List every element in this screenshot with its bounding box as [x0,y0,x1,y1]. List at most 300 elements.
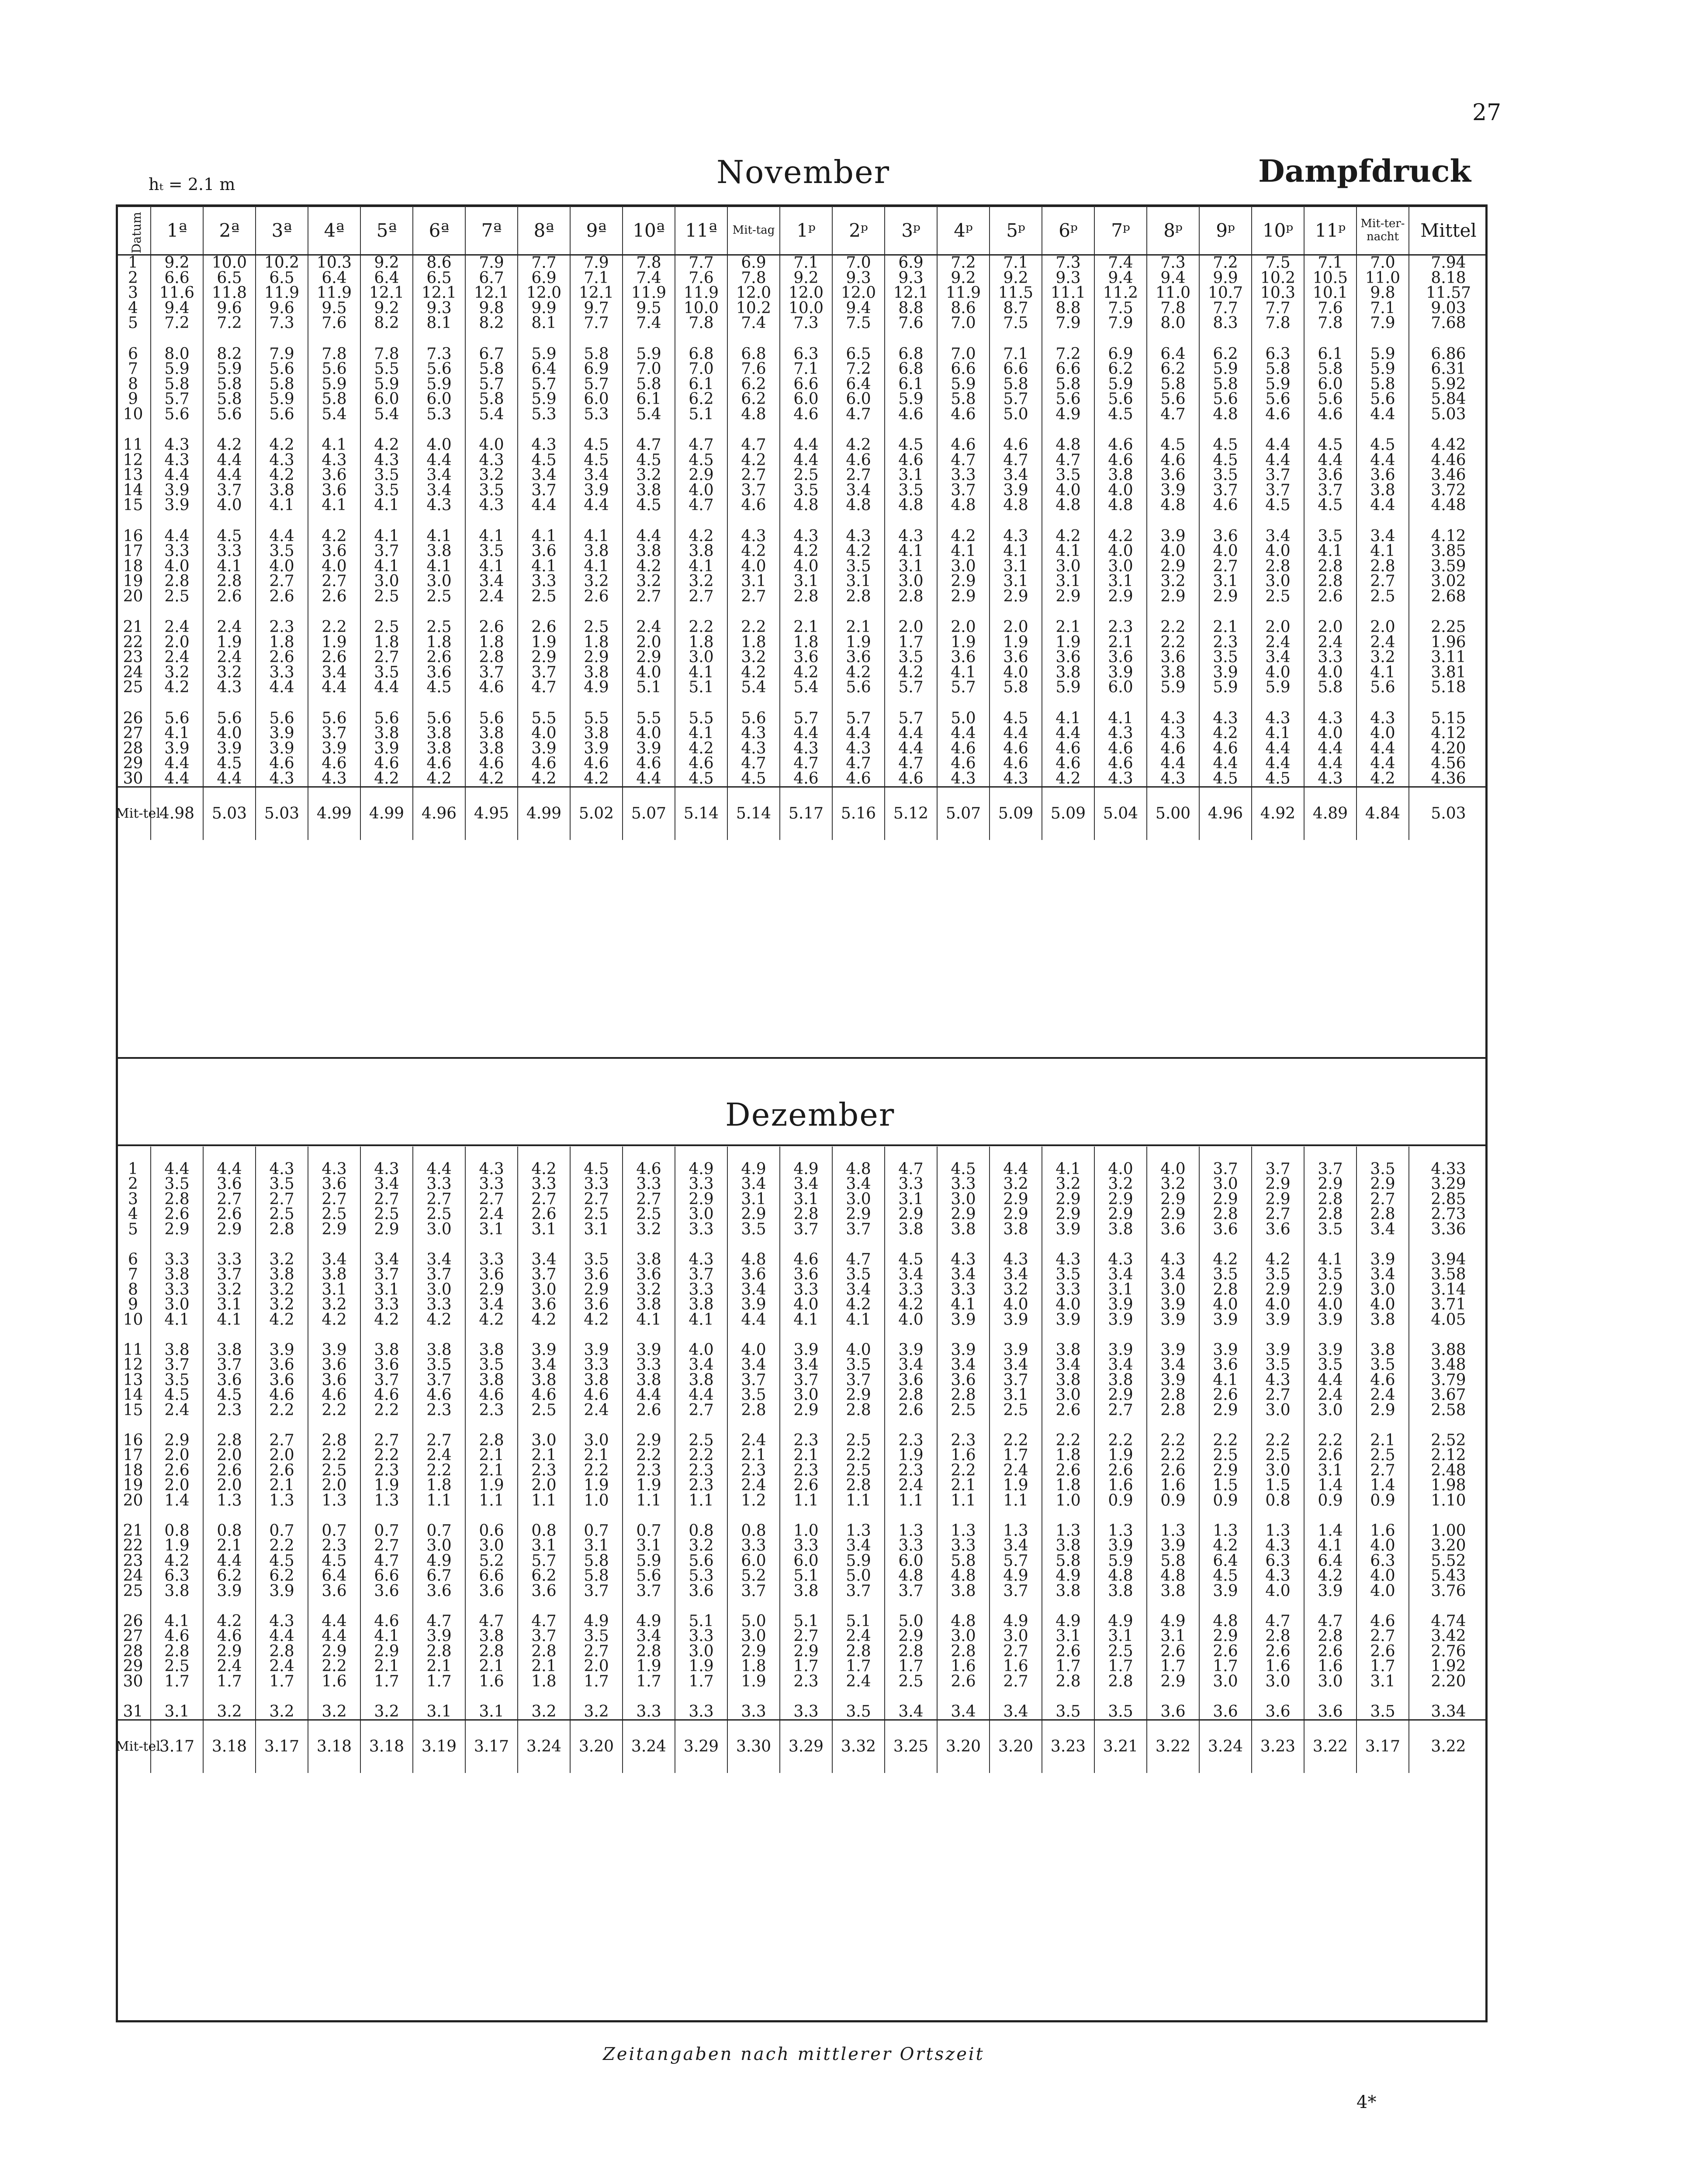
value-cell: 3.5 [1199,650,1252,665]
value-cell: 2.9 [832,1207,885,1222]
value-cell: 2.1 [727,1448,780,1463]
day-cell: 4 [128,1205,138,1223]
value-cell: 7.5 [832,316,885,331]
value-cell: 3.0 [570,1433,623,1448]
value-cell: 4.5 [1304,498,1356,513]
value-cell: 2.7 [570,1644,623,1659]
day-cell: 9 [128,390,138,408]
value-cell: 2.7 [623,1192,675,1207]
value-cell: 2.5 [937,1403,990,1418]
value-cell: 3.5 [151,1177,203,1192]
table-row [116,392,1488,407]
value-cell: 2.6 [518,1207,570,1222]
value-cell: 4.1 [675,1313,727,1328]
value-cell: 9.6 [256,301,308,316]
value-cell: 3.6 [308,1177,360,1192]
value-cell: 2.9 [1252,1282,1304,1298]
value-cell: 2.1 [518,1659,570,1674]
value-cell: 3.2 [570,574,623,589]
daily-mean-cell: 4.12 [1409,529,1488,544]
value-cell: 4.3 [990,1252,1042,1268]
value-cell: 4.0 [1094,483,1147,498]
value-cell: 2.0 [1356,620,1409,635]
value-cell: 1.0 [780,1524,832,1539]
mittel-cell: 4.89 [1304,787,1356,840]
table-row [116,1313,1488,1328]
day-cell: 5 [128,314,138,332]
value-cell: 4.1 [1042,1162,1094,1177]
value-cell: 6.0 [780,392,832,407]
value-cell: 3.1 [465,1704,518,1720]
value-cell: 3.4 [937,1267,990,1282]
value-cell: 2.9 [1199,1463,1252,1479]
value-cell: 4.4 [518,498,570,513]
value-cell: 5.8 [570,347,623,362]
value-cell: 4.9 [1147,1614,1199,1629]
daily-mean-cell: 6.31 [1409,362,1488,377]
value-cell: 4.0 [1252,1297,1304,1313]
value-cell: 2.9 [675,468,727,483]
value-cell: 2.9 [1147,1207,1199,1222]
value-cell: 0.8 [151,1524,203,1539]
value-cell: 1.7 [832,1659,885,1674]
value-cell: 2.9 [360,1644,413,1659]
value-cell: 1.7 [1199,1659,1252,1674]
value-cell: 3.8 [990,1222,1042,1237]
value-cell: 3.7 [780,1222,832,1237]
value-cell: 2.1 [465,1463,518,1479]
value-cell: 3.2 [203,1704,256,1720]
value-cell: 7.9 [1094,316,1147,331]
value-cell: 3.1 [780,1192,832,1207]
value-cell: 1.6 [465,1674,518,1690]
value-cell: 3.5 [360,665,413,681]
value-cell: 3.9 [1199,665,1252,681]
value-cell: 3.9 [1252,1343,1304,1358]
daily-mean-cell: 1.96 [1409,635,1488,650]
value-cell: 2.6 [151,1463,203,1479]
value-cell: 7.1 [1356,301,1409,316]
value-cell: 4.3 [1042,1252,1094,1268]
value-cell: 3.5 [1042,468,1094,483]
value-cell: 4.1 [675,665,727,681]
value-cell: 4.0 [1199,544,1252,559]
value-cell: 4.3 [518,438,570,453]
value-cell: 1.7 [413,1674,465,1690]
value-cell: 3.9 [1042,1222,1094,1237]
mittel-cell: 5.02 [570,787,623,840]
value-cell: 4.4 [1304,756,1356,771]
value-cell: 4.1 [360,559,413,574]
mittel-cell: 3.24 [518,1720,570,1773]
value-cell: 3.2 [727,650,780,665]
value-cell: 2.8 [937,1644,990,1659]
value-cell: 1.7 [360,1674,413,1690]
value-cell: 3.4 [413,483,465,498]
value-cell: 3.1 [1042,1629,1094,1644]
value-cell: 2.7 [413,1433,465,1448]
value-cell: 4.0 [1356,1297,1409,1313]
value-cell: 10.0 [780,301,832,316]
value-cell: 3.6 [780,1267,832,1282]
value-cell: 3.0 [413,574,465,589]
value-cell: 5.6 [308,362,360,377]
value-cell: 3.0 [1042,559,1094,574]
value-cell: 6.8 [675,347,727,362]
value-cell: 1.7 [1147,1659,1199,1674]
value-cell: 3.9 [1304,1313,1356,1328]
value-cell: 3.5 [360,483,413,498]
value-cell: 2.0 [937,620,990,635]
value-cell: 5.9 [1356,347,1409,362]
value-cell: 3.0 [1252,1674,1304,1690]
value-cell: 3.6 [308,1358,360,1373]
value-cell: 3.3 [885,1282,937,1298]
day-cell: 25 [123,678,143,696]
value-cell: 2.9 [727,1644,780,1659]
value-cell: 4.1 [937,1297,990,1313]
value-cell: 4.1 [675,726,727,741]
value-cell: 3.8 [1042,1343,1094,1358]
value-cell: 5.4 [360,407,413,422]
value-cell: 5.3 [413,407,465,422]
value-cell: 2.3 [360,1463,413,1479]
value-cell: 12.1 [360,286,413,301]
day-cell: 29 [123,754,143,772]
value-cell: 6.7 [465,271,518,286]
value-cell: 3.0 [465,1538,518,1554]
value-cell: 4.4 [780,453,832,468]
value-cell: 1.1 [990,1493,1042,1509]
value-cell: 1.7 [570,1674,623,1690]
value-cell: 5.6 [360,711,413,726]
value-cell: 3.1 [413,1704,465,1720]
sheet-mark: 4* [1356,2092,1377,2112]
value-cell: 0.8 [727,1524,780,1539]
value-cell: 1.6 [990,1659,1042,1674]
value-cell: 7.6 [727,362,780,377]
value-cell: 5.8 [623,377,675,392]
value-cell: 2.3 [203,1403,256,1418]
value-cell: 6.1 [623,392,675,407]
value-cell: 1.7 [151,1674,203,1690]
value-cell: 2.6 [203,1207,256,1222]
value-cell: 3.4 [990,1267,1042,1282]
value-cell: 4.2 [1356,771,1409,787]
value-cell: 4.5 [885,438,937,453]
group-gap [116,1599,1488,1614]
daily-mean-cell: 2.20 [1409,1674,1488,1690]
value-cell: 4.3 [256,1614,308,1629]
table-row [116,1569,1488,1584]
value-cell: 4.6 [937,756,990,771]
value-cell: 6.2 [203,1569,256,1584]
value-cell: 5.9 [937,377,990,392]
daily-mean-cell: 3.11 [1409,650,1488,665]
value-cell: 2.6 [1199,1388,1252,1403]
value-cell: 3.7 [675,1267,727,1282]
value-cell: 2.5 [1252,589,1304,605]
value-cell: 1.8 [570,635,623,650]
value-cell: 4.5 [727,771,780,787]
value-cell: 7.3 [780,316,832,331]
value-cell: 4.6 [1094,453,1147,468]
value-cell: 3.5 [1199,468,1252,483]
value-cell: 3.6 [308,468,360,483]
value-cell: 3.7 [727,1373,780,1388]
value-cell: 6.1 [1304,347,1356,362]
value-cell: 4.7 [727,438,780,453]
value-cell: 4.2 [256,1313,308,1328]
value-cell: 0.7 [623,1524,675,1539]
value-cell: 3.0 [1356,1282,1409,1298]
value-cell: 3.4 [518,468,570,483]
value-cell: 2.8 [780,589,832,605]
value-cell: 4.6 [203,1629,256,1644]
day-cell: 23 [123,648,143,666]
value-cell: 7.5 [1252,255,1304,271]
daily-mean-cell: 5.15 [1409,711,1488,726]
value-cell: 4.6 [151,1629,203,1644]
value-cell: 2.6 [570,589,623,605]
value-cell: 4.7 [832,407,885,422]
value-cell: 3.7 [360,1373,413,1388]
value-cell: 5.8 [151,377,203,392]
value-cell: 3.8 [151,1267,203,1282]
november-table [116,206,1488,840]
value-cell: 3.8 [1094,1373,1147,1388]
value-cell: 4.8 [1042,498,1094,513]
value-cell: 1.9 [623,1659,675,1674]
value-cell: 2.9 [1094,1388,1147,1403]
value-cell: 4.4 [990,1162,1042,1177]
table-row [116,1207,1488,1222]
value-cell: 2.9 [1304,1177,1356,1192]
value-cell: 2.2 [360,1403,413,1418]
value-cell: 4.2 [570,771,623,787]
value-cell: 3.3 [413,1177,465,1192]
value-cell: 2.0 [203,1478,256,1493]
table-row [116,620,1488,635]
value-cell: 4.4 [675,1388,727,1403]
value-cell: 1.8 [413,1478,465,1493]
value-cell: 4.0 [990,1297,1042,1313]
value-cell: 1.1 [832,1493,885,1509]
value-cell: 7.6 [885,316,937,331]
value-cell: 2.9 [1304,1282,1356,1298]
value-cell: 3.1 [308,1282,360,1298]
table-row [116,756,1488,771]
value-cell: 3.2 [1356,650,1409,665]
day-cell: 19 [123,1476,143,1494]
value-cell: 10.0 [203,255,256,271]
value-cell: 10.7 [1199,286,1252,301]
value-cell: 3.2 [308,1297,360,1313]
value-cell: 5.5 [675,711,727,726]
day-cell: 2 [128,1175,138,1193]
value-cell: 6.0 [885,1554,937,1569]
value-cell: 5.9 [1252,377,1304,392]
value-cell: 2.5 [570,1207,623,1222]
value-cell: 3.0 [675,1644,727,1659]
value-cell: 4.2 [151,1554,203,1569]
day-cell: 16 [123,1431,143,1449]
value-cell: 4.3 [1252,1373,1304,1388]
value-cell: 11.6 [151,286,203,301]
value-cell: 3.4 [1356,529,1409,544]
value-cell: 4.6 [570,1388,623,1403]
mittel-cell: 3.17 [465,1720,518,1773]
value-cell: 4.6 [832,771,885,787]
value-cell: 2.0 [990,620,1042,635]
table-row [116,1373,1488,1388]
value-cell: 4.8 [1147,498,1199,513]
value-cell: 2.9 [1094,1192,1147,1207]
group-gap [116,1418,1488,1433]
day-cell: 8 [128,1280,138,1299]
value-cell: 3.7 [360,1267,413,1282]
value-cell: 3.9 [1147,1538,1199,1554]
value-cell: 4.4 [203,468,256,483]
value-cell: 3.4 [308,1252,360,1268]
value-cell: 2.9 [780,1644,832,1659]
value-cell: 5.8 [570,1554,623,1569]
value-cell: 2.7 [623,589,675,605]
value-cell: 4.1 [465,529,518,544]
value-cell: 4.5 [623,498,675,513]
table-row [116,1358,1488,1373]
daily-mean-cell: 9.03 [1409,301,1488,316]
value-cell: 3.7 [623,1584,675,1599]
value-cell: 3.6 [308,483,360,498]
value-cell: 4.8 [1199,1614,1252,1629]
value-cell: 2.3 [937,1433,990,1448]
value-cell: 5.1 [832,1614,885,1629]
value-cell: 4.6 [518,1388,570,1403]
value-cell: 5.9 [1199,362,1252,377]
value-cell: 5.4 [727,680,780,695]
value-cell: 2.3 [675,1478,727,1493]
column-header: 8ª [518,206,570,255]
value-cell: 4.4 [151,771,203,787]
value-cell: 3.6 [518,544,570,559]
value-cell: 3.4 [1094,1267,1147,1282]
value-cell: 4.0 [1356,726,1409,741]
value-cell: 9.2 [360,255,413,271]
value-cell: 3.7 [1252,1162,1304,1177]
value-cell: 4.0 [1042,1297,1094,1313]
value-cell: 4.2 [1094,529,1147,544]
value-cell: 3.9 [937,1313,990,1328]
value-cell: 4.4 [885,726,937,741]
mittel-label: Mit-tel [116,1720,151,1773]
column-header: 1ª [151,206,203,255]
value-cell: 1.6 [1356,1524,1409,1539]
value-cell: 4.3 [1094,1252,1147,1268]
value-cell: 6.4 [1304,1554,1356,1569]
value-cell: 3.7 [1252,483,1304,498]
value-cell: 4.0 [1147,544,1199,559]
value-cell: 4.5 [885,1252,937,1268]
value-cell: 4.6 [1199,498,1252,513]
value-cell: 5.8 [203,392,256,407]
day-cell: 14 [123,481,143,499]
value-cell: 3.8 [1356,1313,1409,1328]
value-cell: 4.4 [151,468,203,483]
value-cell: 4.1 [360,498,413,513]
value-cell: 3.9 [203,1584,256,1599]
value-cell: 2.2 [360,1448,413,1463]
value-cell: 4.9 [570,680,623,695]
value-cell: 4.7 [1252,1614,1304,1629]
value-cell: 3.1 [780,574,832,589]
table-row [116,316,1488,331]
value-cell: 2.9 [1199,589,1252,605]
table-row [116,347,1488,362]
value-cell: 3.1 [727,1192,780,1207]
value-cell: 2.7 [675,1403,727,1418]
value-cell: 3.2 [570,1704,623,1720]
daily-mean-cell: 3.34 [1409,1704,1488,1720]
day-cell: 26 [123,709,143,727]
value-cell: 6.6 [780,377,832,392]
value-cell: 3.0 [1304,1403,1356,1418]
column-header [116,206,151,255]
value-cell: 3.6 [1147,468,1199,483]
value-cell: 2.7 [203,1192,256,1207]
daily-mean-cell: 4.74 [1409,1614,1488,1629]
value-cell: 5.6 [256,362,308,377]
value-cell: 4.4 [1252,756,1304,771]
value-cell: 2.9 [570,1282,623,1298]
day-cell: 28 [123,1642,143,1660]
value-cell: 6.1 [885,377,937,392]
daily-mean-cell: 2.68 [1409,589,1488,605]
table-row [116,1403,1488,1418]
value-cell: 3.9 [308,1343,360,1358]
value-cell: 5.2 [465,1554,518,1569]
value-cell: 1.9 [675,1659,727,1674]
value-cell: 2.9 [1356,1177,1409,1192]
value-cell: 0.9 [1147,1493,1199,1509]
day-cell: 6 [128,1250,138,1268]
value-cell: 3.9 [1252,1313,1304,1328]
value-cell: 4.1 [308,498,360,513]
value-cell: 5.8 [465,392,518,407]
daily-mean-cell: 1.10 [1409,1493,1488,1509]
value-cell: 0.9 [1094,1493,1147,1509]
daily-mean-cell: 6.86 [1409,347,1488,362]
value-cell: 1.3 [256,1493,308,1509]
value-cell: 3.0 [360,574,413,589]
value-cell: 3.9 [1199,1313,1252,1328]
value-cell: 2.6 [256,1463,308,1479]
value-cell: 4.4 [1356,407,1409,422]
value-cell: 7.8 [308,347,360,362]
value-cell: 4.2 [1042,771,1094,787]
value-cell: 4.4 [360,680,413,695]
value-cell: 4.5 [1147,438,1199,453]
mittel-cell: 5.09 [990,787,1042,840]
daily-mean-cell: 2.58 [1409,1403,1488,1418]
group-gap [116,1689,1488,1704]
value-cell: 4.6 [832,453,885,468]
value-cell: 2.7 [727,589,780,605]
value-cell: 3.3 [780,1704,832,1720]
value-cell: 1.3 [1252,1524,1304,1539]
value-cell: 5.7 [990,392,1042,407]
value-cell: 2.3 [780,1463,832,1479]
